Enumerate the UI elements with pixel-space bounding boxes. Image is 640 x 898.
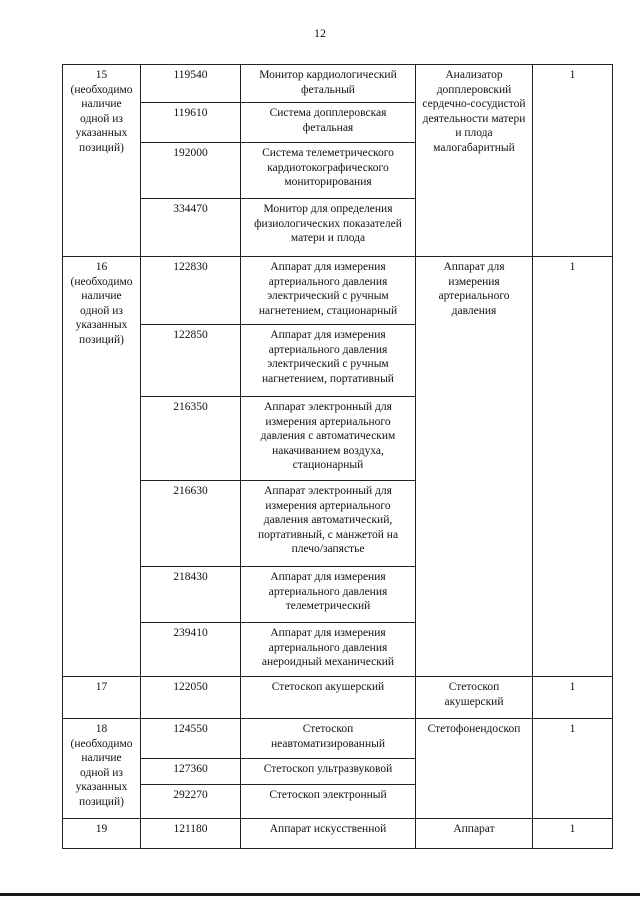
- name-cell: Аппарат для измерения артериального давления электрический с ручным нагнетением, стационарный: [241, 257, 416, 325]
- quantity-cell: 1: [533, 677, 613, 719]
- row-number-cell: 16 (необходимо наличие одной из указанных позиций): [63, 257, 141, 677]
- code-cell: 122830: [141, 257, 241, 325]
- type-cell: Аппарат для измерения артериального давления: [416, 257, 533, 677]
- scan-edge-line: [0, 893, 640, 896]
- name-cell: Аппарат для измерения артериального давления телеметрический: [241, 567, 416, 623]
- code-cell: 239410: [141, 623, 241, 677]
- name-cell: Аппарат искусственной: [241, 819, 416, 849]
- name-cell: Стетоскоп ультразвуковой: [241, 759, 416, 785]
- row-number-cell: 18 (необходимо наличие одной из указанных позиций): [63, 719, 141, 819]
- quantity-cell: 1: [533, 819, 613, 849]
- row-number-cell: 17: [63, 677, 141, 719]
- code-cell: 119540: [141, 65, 241, 103]
- name-cell: Монитор для определения физиологических показателей матери и плода: [241, 199, 416, 257]
- code-cell: 216350: [141, 397, 241, 481]
- name-cell: Аппарат электронный для измерения артериального давления автоматический, портативный, с манжетой на плечо/запястье: [241, 481, 416, 567]
- code-cell: 122850: [141, 325, 241, 397]
- code-cell: 122050: [141, 677, 241, 719]
- quantity-cell: 1: [533, 65, 613, 257]
- code-cell: 218430: [141, 567, 241, 623]
- name-cell: Аппарат электронный для измерения артериального давления с автоматическим накачиванием воздуха, стационарный: [241, 397, 416, 481]
- code-cell: 334470: [141, 199, 241, 257]
- type-cell: Стетофонендоскоп: [416, 719, 533, 819]
- name-cell: Монитор кардиологический фетальный: [241, 65, 416, 103]
- name-cell: Аппарат для измерения артериального давления электрический с ручным нагнетением, портативный: [241, 325, 416, 397]
- code-cell: 192000: [141, 143, 241, 199]
- code-cell: 124550: [141, 719, 241, 759]
- row-number-cell: 15 (необходимо наличие одной из указанных позиций): [63, 65, 141, 257]
- quantity-cell: 1: [533, 257, 613, 677]
- page-number: 12: [314, 26, 326, 40]
- code-cell: 121180: [141, 819, 241, 849]
- code-cell: 216630: [141, 481, 241, 567]
- type-cell: Анализатор допплеровский сердечно-сосудистой деятельности матери и плода малогабаритный: [416, 65, 533, 257]
- quantity-cell: 1: [533, 719, 613, 819]
- code-cell: 127360: [141, 759, 241, 785]
- code-cell: 292270: [141, 785, 241, 819]
- name-cell: Стетоскоп акушерский: [241, 677, 416, 719]
- row-number-cell: 19: [63, 819, 141, 849]
- name-cell: Система телеметрического кардиотокографического мониторирования: [241, 143, 416, 199]
- equipment-table: [62, 64, 613, 849]
- name-cell: Стетоскоп неавтоматизированный: [241, 719, 416, 759]
- name-cell: Аппарат для измерения артериального давления анероидный механический: [241, 623, 416, 677]
- type-cell: Стетоскоп акушерский: [416, 677, 533, 719]
- name-cell: Стетоскоп электронный: [241, 785, 416, 819]
- name-cell: Система допплеровская фетальная: [241, 103, 416, 143]
- type-cell: Аппарат: [416, 819, 533, 849]
- code-cell: 119610: [141, 103, 241, 143]
